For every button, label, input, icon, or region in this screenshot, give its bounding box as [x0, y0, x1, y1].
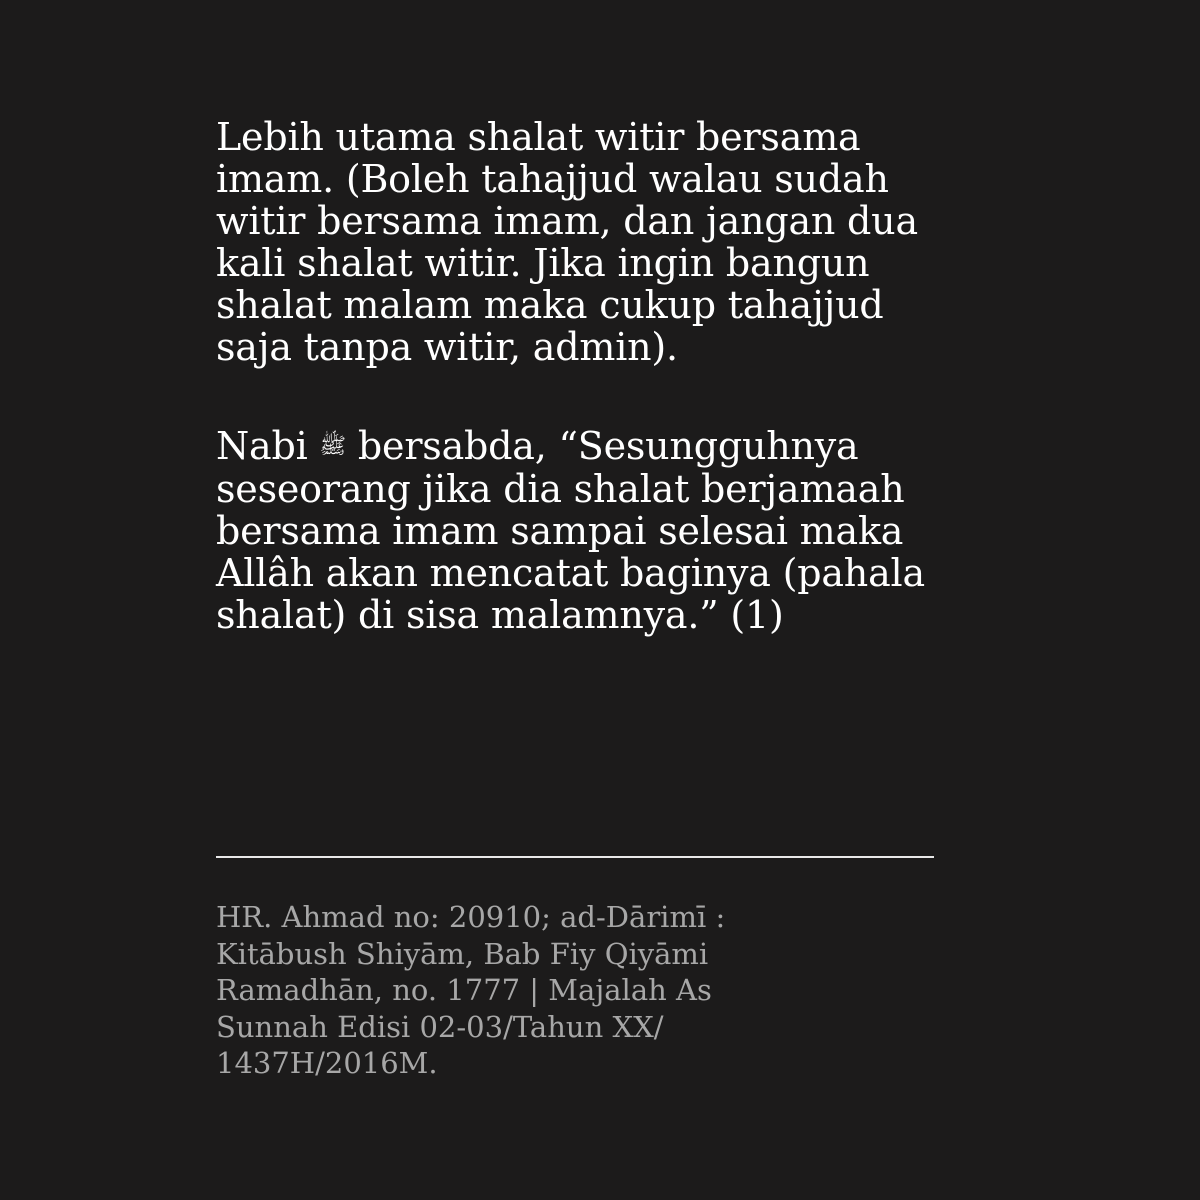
- reference-footnote: [216, 899, 1036, 1082]
- paragraph-hadith-quote: [216, 425, 1036, 636]
- main-text: [216, 116, 1036, 636]
- reference-line: Sunnah Edisi 02-03/Tahun XX/: [216, 1009, 664, 1044]
- reference-line: Kitābush Shiyām, Bab Fiy Qiyāmi: [216, 936, 709, 971]
- footnote-divider: [216, 856, 934, 858]
- text-line: seseorang jika dia shalat berjamaah: [216, 467, 905, 511]
- text-line: [216, 425, 1036, 468]
- text-line: saja tanpa witir, admin).: [216, 325, 678, 369]
- text-line: kali shalat witir. Jika ingin bangun: [216, 241, 870, 285]
- reference-line: 1437H/2016M.: [216, 1046, 438, 1080]
- text-fragment: bersabda, “Sesungguhnya: [346, 424, 859, 468]
- paragraph-witir-advice: [216, 116, 1036, 368]
- paragraph-spacer: [216, 368, 1036, 425]
- reference-line: Ramadhān, no. 1777 | Majalah As: [216, 973, 712, 1007]
- salawat-honorific: ﷺ: [319, 434, 347, 459]
- text-line: imam. (Boleh tahajjud walau sudah: [216, 157, 889, 201]
- text-line: Allâh akan mencatat baginya (pahala: [216, 551, 925, 595]
- text-line: Lebih utama shalat witir bersama: [216, 115, 861, 159]
- reference-line: HR. Ahmad no: 20910; ad-Dārimī :: [216, 900, 726, 934]
- text-line: witir bersama imam, dan jangan dua: [216, 199, 918, 243]
- text-line: shalat) di sisa malamnya.” (1): [216, 593, 784, 637]
- text-line: bersama imam sampai selesai maka: [216, 509, 904, 553]
- text-fragment: Nabi: [216, 424, 320, 468]
- text-line: shalat malam maka cukup tahajjud: [216, 283, 884, 327]
